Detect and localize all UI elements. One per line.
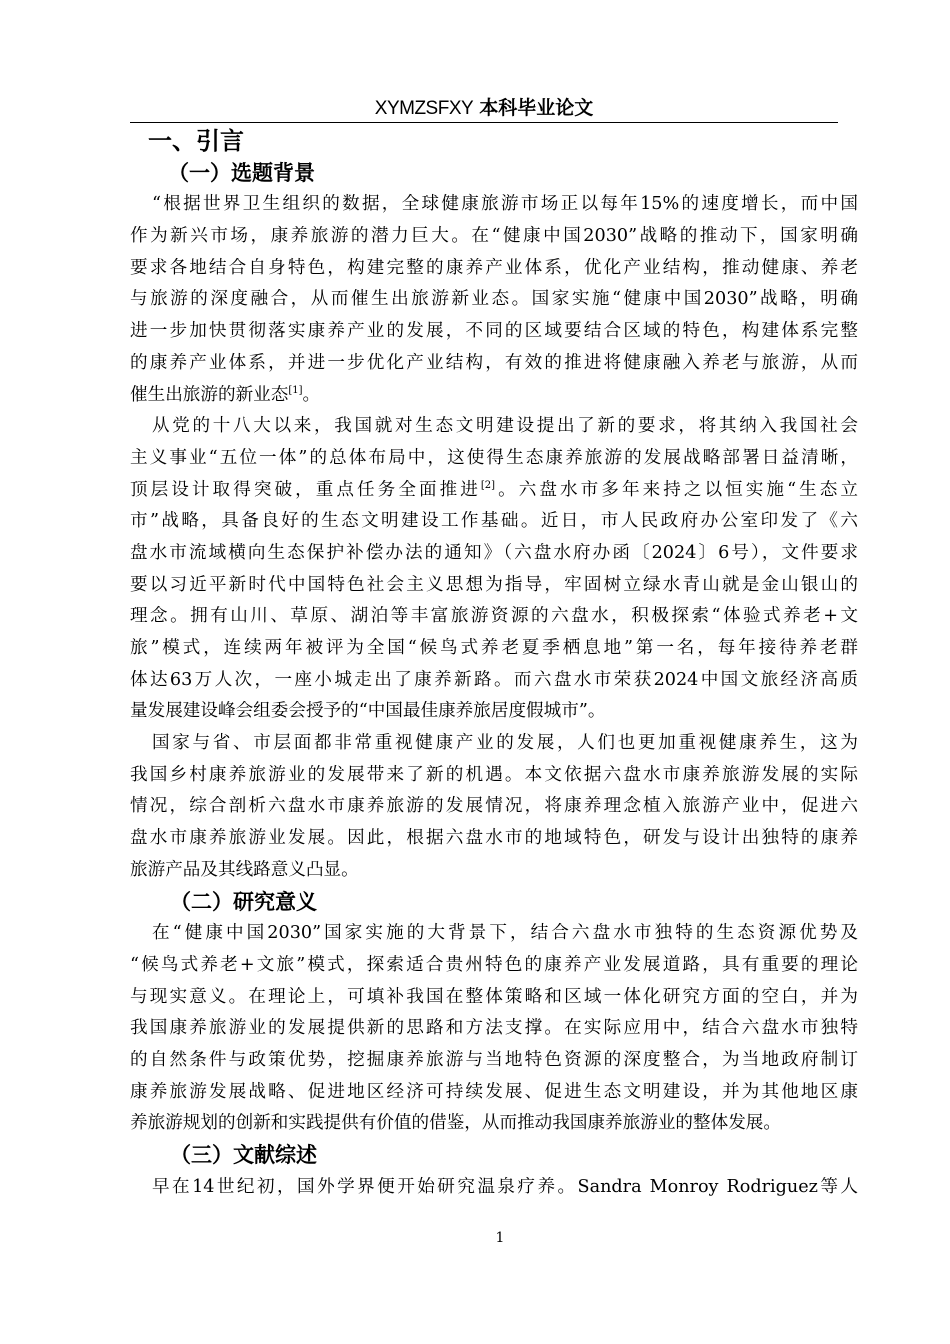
text-run: 我国乡村康养旅游业的发展带来了新的机遇。本文依据六盘水市康养旅游发展的实际	[130, 764, 858, 785]
paragraph	[130, 189, 858, 411]
text-run: 作为新兴市场，康养旅游的潜力巨大。在“健康中国2030”战略的推动下，国家明确	[130, 226, 858, 247]
page-header	[130, 94, 838, 122]
paragraph	[130, 411, 858, 728]
text-line	[130, 601, 858, 633]
text-line	[130, 506, 858, 538]
citation-marker: [2]	[480, 479, 496, 491]
text-run: 康养旅游发展战略、促进地区经济可持续发展、促进生态文明建设，并为其他地区康	[130, 1081, 858, 1102]
text-run: 与现实意义。在理论上，可填补我国在整体策略和区域一体化研究方面的空白，并为	[130, 986, 858, 1007]
document-body	[130, 126, 858, 1203]
text-line	[130, 728, 858, 760]
text-run: 主义事业“五位一体”的总体布局中，这使得生态康养旅游的发展战略部署日益清晰，	[130, 447, 858, 468]
text-run: 早在14世纪初，国外学界便开始研究温泉疗养。Sandra Monroy Rodriguez等人	[152, 1176, 858, 1197]
text-line	[130, 570, 858, 602]
text-run: 。六盘水市多年来持之以恒实施“生态立	[495, 479, 858, 500]
text-line	[130, 253, 858, 285]
text-run: 我国康养旅游业的发展提供新的思路和方法支撑。在实际应用中，结合六盘水市独特	[130, 1018, 858, 1039]
text-line	[130, 918, 858, 950]
text-run: 旅游产品及其线路意义凸显。	[130, 859, 359, 880]
text-line	[130, 189, 858, 221]
subsection-heading: （一）选题背景	[168, 160, 315, 185]
text-line	[130, 284, 858, 316]
section-heading: 一、引言	[148, 127, 244, 155]
text-run: 要求各地结合自身特色，构建完整的康养产业体系，优化产业结构，推动健康、养老	[130, 257, 858, 278]
text-line	[130, 411, 858, 443]
header-code: XYMZSFXY	[374, 98, 474, 119]
paragraph	[130, 1172, 858, 1204]
text-run: 情况，综合剖析六盘水市康养旅游的发展情况，将康养理念植入旅游产业中，促进六	[130, 796, 858, 817]
text-line	[130, 791, 858, 823]
paragraph	[130, 918, 858, 1140]
text-run: 市”战略，具备良好的生态文明建设工作基础。近日，市人民政府办公室印发了《六	[130, 511, 858, 532]
text-run: 养旅游规划的创新和实践提供有价值的借鉴，从而推动我国康养旅游业的整体发展。	[130, 1113, 781, 1134]
text-run: 盘水市康养旅游业发展。因此，根据六盘水市的地域特色，研发与设计出独特的康养	[130, 828, 858, 849]
text-run: 的自然条件与政策优势，挖掘康养旅游与当地特色资源的深度整合，为当地政府制订	[130, 1049, 858, 1070]
text-line	[130, 348, 858, 380]
text-line	[130, 855, 858, 887]
text-line	[130, 1045, 858, 1077]
text-line	[130, 950, 858, 982]
text-run: 与旅游的深度融合，从而催生出旅游新业态。国家实施“健康中国2030”战略，明确	[130, 289, 858, 310]
text-line	[130, 316, 858, 348]
paragraph	[130, 728, 858, 886]
text-run: 理念。拥有山川、草原、湖泊等丰富旅游资源的六盘水，积极探索“体验式养老+文	[130, 606, 858, 627]
text-line	[130, 475, 858, 507]
subsection-heading: （二）研究意义	[170, 889, 317, 914]
subsection-heading: （三）文献综述	[170, 1143, 317, 1167]
text-run: 旅”模式，连续两年被评为全国“候鸟式养老夏季栖息地”第一名，每年接待养老群	[130, 638, 858, 658]
text-line	[130, 760, 858, 792]
citation-marker: [1]	[288, 384, 303, 396]
page-number: 1	[495, 1230, 505, 1246]
text-line	[130, 633, 858, 665]
text-run: 在“健康中国2030”国家实施的大背景下，结合六盘水市独特的生态资源优势及	[152, 923, 858, 944]
text-run: 顶层设计取得突破，重点任务全面推进	[130, 479, 481, 500]
text-line	[130, 982, 858, 1014]
header-title: 本科毕业论文	[479, 97, 594, 119]
text-run: 从党的十八大以来，我国就对生态文明建设提出了新的要求，将其纳入我国社会	[152, 416, 858, 437]
text-run: “根据世界卫生组织的数据，全球健康旅游市场正以每年15%的速度增长，而中国	[152, 194, 858, 215]
header-rule	[130, 122, 838, 123]
text-line	[130, 443, 858, 475]
text-run: 量发展建设峰会组委会授予的“中国最佳康养旅居度假城市”。	[130, 701, 606, 722]
text-run: 体达63万人次，一座小城走出了康养新路。而六盘水市荣获2024中国文旅经济高质	[130, 669, 858, 690]
text-line	[130, 1077, 858, 1109]
text-run: 。	[302, 384, 321, 405]
text-line	[130, 823, 858, 855]
text-run: 要以习近平新时代中国特色社会主义思想为指导，牢固树立绿水青山就是金山银山的	[130, 574, 858, 595]
text-line	[130, 1172, 858, 1204]
text-run: 国家与省、市层面都非常重视健康产业的发展，人们也更加重视健康养生，这为	[152, 733, 858, 754]
text-line	[130, 221, 858, 253]
text-line	[130, 380, 858, 412]
text-line	[130, 665, 858, 697]
text-run: “候鸟式养老+文旅”模式，探索适合贵州特色的康养产业发展道路，具有重要的理论	[130, 954, 858, 975]
text-run: 盘水市流域横向生态保护补偿办法的通知》（六盘水府办函〔2024〕6号），文件要求	[130, 542, 858, 563]
text-line	[130, 696, 858, 728]
text-line	[130, 538, 858, 570]
text-run: 催生出旅游的新业态	[130, 384, 289, 405]
text-line	[130, 1108, 858, 1140]
text-run: 的康养产业体系，并进一步优化产业结构，有效的推进将健康融入养老与旅游，从而	[130, 352, 858, 373]
text-run: 进一步加快贯彻落实康养产业的发展，不同的区域要结合区域的特色，构建体系完整	[130, 321, 858, 342]
text-line	[130, 1013, 858, 1045]
